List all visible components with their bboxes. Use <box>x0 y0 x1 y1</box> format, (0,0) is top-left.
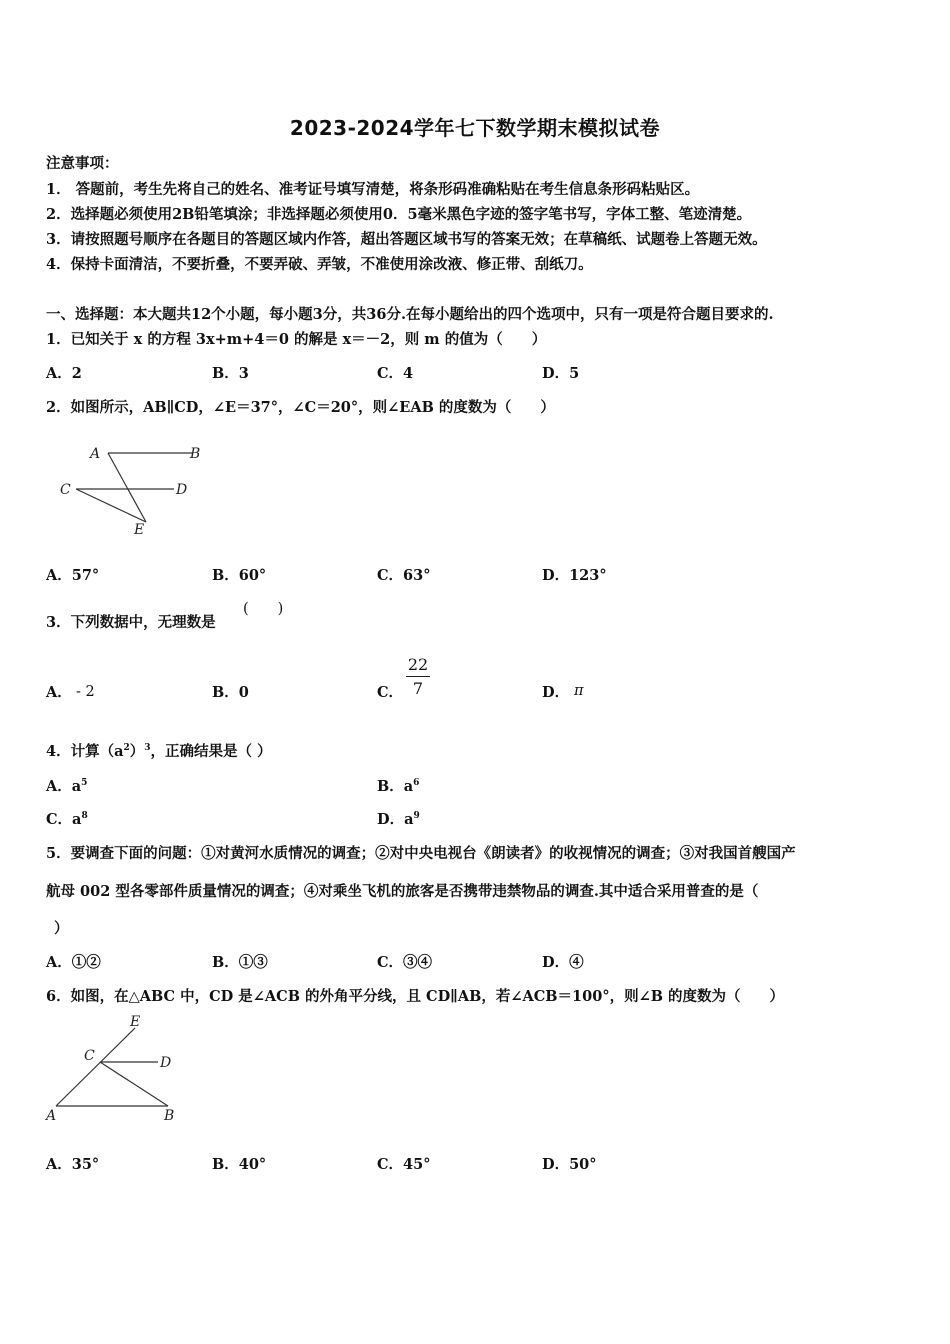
q6-label-e: E <box>130 1014 141 1030</box>
question-4-stem <box>46 740 272 761</box>
q3-option-b: B．0 <box>212 684 249 701</box>
notice-item-3: 3．请按照题号顺序在各题目的答题区域内作答，超出答题区域书写的答案无效；在草稿纸、试题卷上答题无效。 <box>46 231 767 248</box>
q2-label-c: C <box>60 482 71 498</box>
q3-option-d: D． <box>542 684 570 701</box>
q2-label-e: E <box>134 522 145 538</box>
q6-label-c: C <box>84 1048 95 1064</box>
q3-option-c-fraction <box>406 655 430 698</box>
q3-paren: ( ) <box>243 601 284 617</box>
q2-option-b: B．60° <box>212 567 267 584</box>
q2-label-d: D <box>176 482 188 498</box>
q3-option-a-value: - 2 <box>76 684 95 700</box>
q2-figure <box>56 440 216 544</box>
q4-exponent-2: 3 <box>144 743 151 754</box>
q6-option-d: D．50° <box>542 1156 597 1173</box>
q1-option-b: B．3 <box>212 365 249 382</box>
q6-figure <box>42 1012 192 1131</box>
q6-label-d: D <box>160 1055 172 1071</box>
question-3-stem: 3．下列数据中，无理数是 <box>46 614 216 631</box>
q5-option-b: B．①③ <box>212 954 268 971</box>
question-5-line-1: 5．要调查下面的问题：①对黄河水质情况的调查；②对中央电视台《朗读者》的收视情况的调查；③对我国首艘国产 <box>46 845 796 862</box>
fraction-bar <box>406 676 430 677</box>
q4-option-a: A．$a^5$ <box>46 778 88 795</box>
q4-exponent-1: 2 <box>123 743 130 754</box>
q2-label-b: B <box>190 446 201 462</box>
q3-fraction-numerator: 22 <box>407 655 429 674</box>
page-title: 2023-2024学年七下数学期末模拟试卷 <box>289 116 661 140</box>
q4-option-b: B．$a^6$ <box>377 778 420 795</box>
q2-option-d: D．123° <box>542 567 607 584</box>
q6-label-a: A <box>46 1108 57 1124</box>
question-5-line-2: 航母 002 型各零部件质量情况的调查；④对乘坐飞机的旅客是否携带违禁物品的调查.其中适合采用普查的是（ <box>46 883 759 900</box>
q4-option-c: C．$a^8$ <box>46 811 88 828</box>
notice-item-2: 2．选择题必须使用2B铅笔填涂；非选择题必须使用0．5毫米黑色字迹的签字笔书写，字体工整、笔迹清楚。 <box>46 206 752 223</box>
question-1-stem: 1．已知关于 x 的方程 3x+m+4＝0 的解是 x＝－2，则 m 的值为（ ） <box>46 331 547 348</box>
question-2-stem: 2．如图所示，AB∥CD，∠E＝37°，∠C＝20°，则∠EAB 的度数为（ ） <box>46 399 555 416</box>
question-6-stem: 6．如图，在△ABC 中，CD 是∠ACB 的外角平分线，且 CD∥AB，若∠ACB＝100°，则∠B 的度数为（ ） <box>46 988 785 1005</box>
q2-label-a: A <box>90 446 101 462</box>
q6-option-b: B．40° <box>212 1156 267 1173</box>
q2-option-a: A．57° <box>46 567 100 584</box>
q3-option-d-value: π <box>574 683 584 699</box>
q2-option-c: C．63° <box>377 567 431 584</box>
q3-fraction-denominator: 7 <box>412 679 424 698</box>
notice-item-4: 4．保持卡面清洁，不要折叠，不要弄破、弄皱，不准使用涂改液、修正带、刮纸刀。 <box>46 256 593 273</box>
q6-option-a: A．35° <box>46 1156 100 1173</box>
question-5-line-3: ） <box>54 920 69 937</box>
q6-label-b: B <box>164 1108 175 1124</box>
q5-option-c: C．③④ <box>377 954 433 971</box>
q4-stem-mid: ） <box>129 743 145 760</box>
q1-option-a: A．2 <box>46 365 82 382</box>
notice-heading: 注意事项： <box>46 155 119 172</box>
q5-option-d: D．④ <box>542 954 584 971</box>
q5-option-a: A．①② <box>46 954 101 971</box>
q4-stem-pre: 4．计算（a <box>46 743 124 760</box>
q6-option-c: C．45° <box>377 1156 431 1173</box>
section-heading: 一、选择题：本大题共12个小题，每小题3分，共36分.在每小题给出的四个选项中，只有一项是符合题目要求的. <box>46 306 774 323</box>
q1-option-c: C．4 <box>377 365 414 382</box>
q1-option-d: D．5 <box>542 365 580 382</box>
q4-option-d: D．$a^9$ <box>377 811 420 828</box>
q3-option-a: A． <box>46 684 72 701</box>
q3-option-c: C． <box>377 684 404 701</box>
notice-item-1: 1． 答题前，考生先将自己的姓名、准考证号填写清楚，将条形码准确粘贴在考生信息条形码粘贴区。 <box>46 181 700 198</box>
q4-stem-post: ，正确结果是（ ） <box>150 743 272 760</box>
